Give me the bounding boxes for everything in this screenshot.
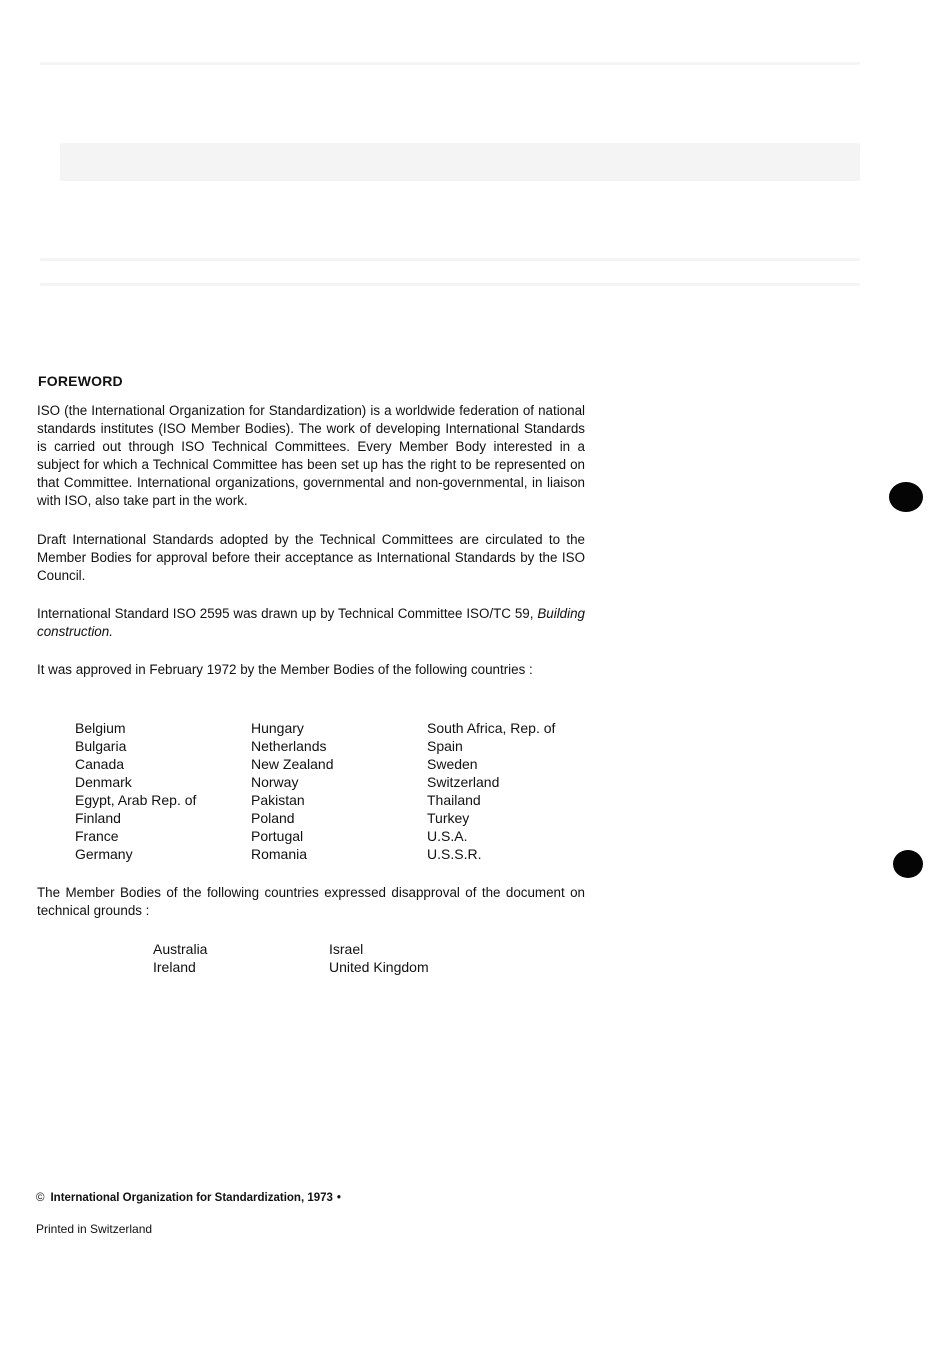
country-name: Germany — [75, 846, 133, 862]
bleed-through-line — [40, 283, 860, 286]
committee-title: Building construction. — [37, 606, 585, 639]
foreword-paragraph-4: It was approved in February 1972 by the Member Bodies of the following countries : — [37, 662, 533, 677]
foreword-heading: FOREWORD — [38, 373, 123, 389]
country-name: Romania — [251, 846, 308, 862]
bullet-icon: • — [336, 1192, 341, 1204]
country-name: Turkey — [427, 810, 470, 826]
foreword-paragraph-5: The Member Bodies of the following countries expressed disapproval of the document on technical grounds : — [37, 885, 585, 918]
country-name: Canada — [75, 756, 125, 772]
country-name: Norway — [251, 774, 299, 790]
country-name: Hungary — [251, 720, 304, 736]
country-name: Australia — [153, 941, 208, 957]
punch-hole-icon — [893, 850, 923, 878]
country-name: U.S.A. — [427, 828, 468, 844]
country-name: Finland — [75, 810, 121, 826]
country-name: Bulgaria — [75, 738, 127, 754]
bleed-through-title — [60, 143, 860, 181]
country-name: Sweden — [427, 756, 478, 772]
country-name: Belgium — [75, 720, 126, 736]
bleed-through-line — [40, 62, 860, 65]
copyright-icon: © — [36, 1192, 45, 1204]
country-name: Pakistan — [251, 792, 305, 808]
country-name: Switzerland — [427, 774, 500, 790]
country-name: Israel — [329, 941, 364, 957]
copyright-text: International Organization for Standardization, 1973 — [50, 1192, 333, 1204]
foreword-paragraph-1: ISO (the International Organization for Standardization) is a worldwide federation of national standards institutes (ISO Member Bodies). The work of developing International Standards is carried out through ISO Technical Committees. Every Member Body interested in a subject for which a Technical Committee has been set up has the right to be represented on that Committee. International organizations, governmental and non-governmental, in liaison with ISO, also take part in the work. — [37, 403, 585, 508]
country-name: Denmark — [75, 774, 132, 790]
country-name: Portugal — [251, 828, 304, 844]
country-name: U.S.S.R. — [427, 846, 482, 862]
approving-countries-list — [75, 719, 597, 863]
country-name: Ireland — [153, 959, 196, 975]
disapproving-countries-list — [153, 940, 505, 976]
country-name: Poland — [251, 810, 295, 826]
paragraph-3-text: International Standard ISO 2595 was drawn up by Technical Committee ISO/TC 59, — [37, 606, 538, 621]
copyright-line — [36, 1192, 341, 1204]
country-name: Egypt, Arab Rep. of — [75, 792, 197, 808]
printed-in-line: Printed in Switzerland — [36, 1222, 153, 1236]
country-name: New Zealand — [251, 756, 334, 772]
bleed-through-line — [40, 258, 860, 261]
punch-hole-icon — [889, 482, 923, 512]
foreword-paragraph-2: Draft International Standards adopted by the Technical Committees are circulated to the Member Bodies for approval before their acceptance as International Standards by the ISO Council. — [37, 532, 585, 583]
foreword-paragraph-3 — [37, 605, 585, 641]
country-name: Thailand — [427, 792, 481, 808]
country-name: Spain — [427, 738, 463, 754]
country-name: France — [75, 828, 119, 844]
country-name: Netherlands — [251, 738, 327, 754]
country-name: United Kingdom — [329, 959, 429, 975]
country-name: South Africa, Rep. of — [427, 720, 556, 736]
